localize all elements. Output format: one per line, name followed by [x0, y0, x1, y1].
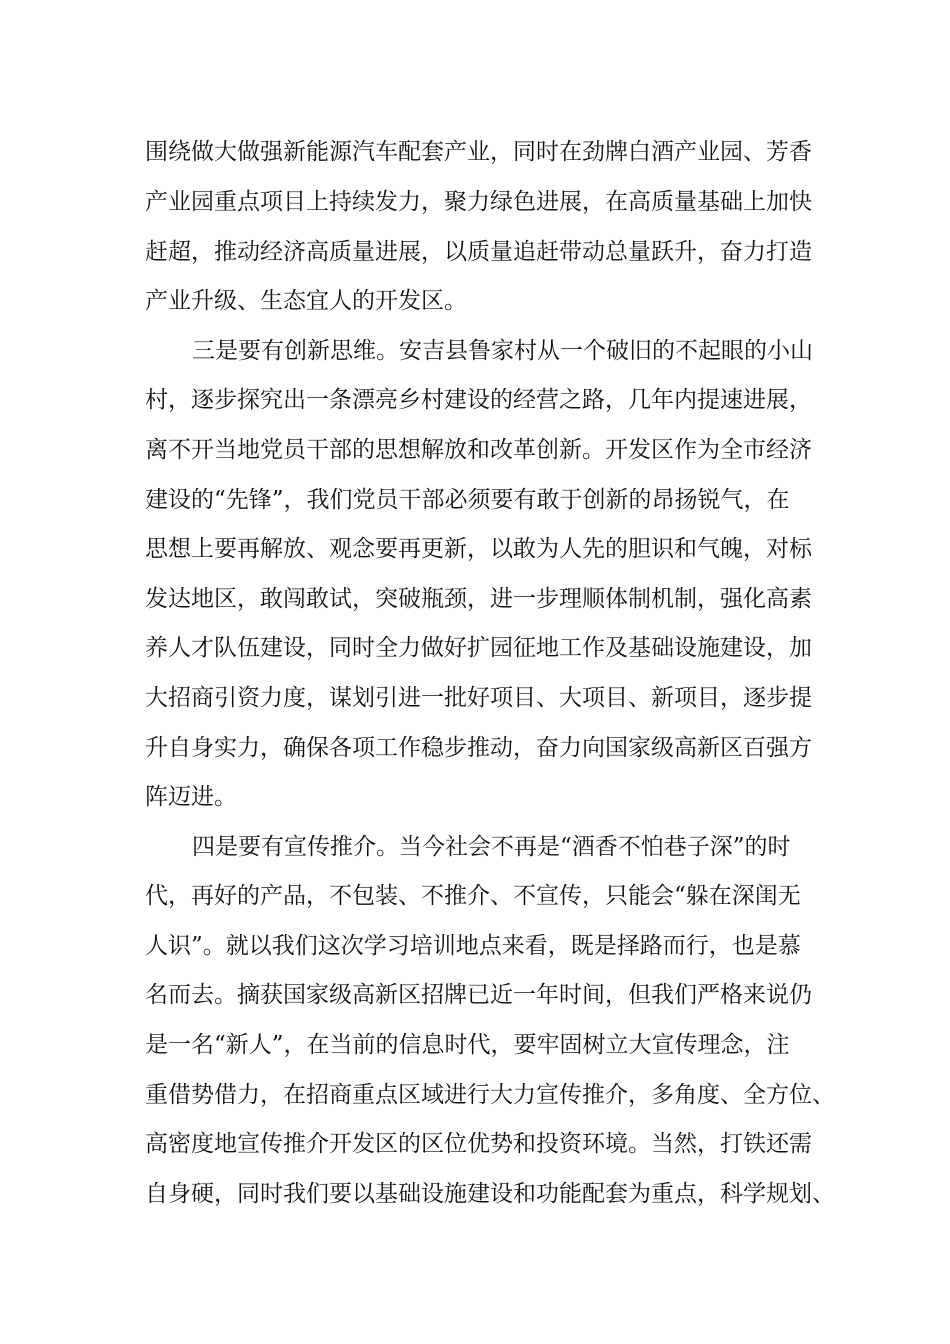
paragraph-first-line: 三是要有创新思维。安吉县鲁家村从一个破旧的不起眼的小山: [192, 338, 813, 364]
text-line: 名而去。摘获国家级高新区招牌已近一年时间，但我们严格来说仍: [145, 982, 812, 1008]
text-line: 重借势借力，在招商重点区域进行大力宣传推介，多角度、全方位、: [145, 1082, 835, 1108]
paragraph-first-line: 四是要有宣传推介。当今社会不再是“酒香不怕巷子深”的时: [192, 834, 791, 860]
text-line: 村，逐步探究出一条漂亮乡村建设的经营之路，几年内提速进展，: [145, 387, 812, 413]
text-line: 离不开当地党员干部的思想解放和改革创新。开发区作为全市经济: [145, 437, 812, 463]
text-line: 围绕做大做强新能源汽车配套产业，同时在劲牌白酒产业园、芳香: [145, 139, 812, 165]
text-line: 高密度地宣传推介开发区的区位优势和投资环境。当然，打铁还需: [145, 1131, 812, 1157]
text-line: 产业升级、生态宜人的开发区。: [145, 288, 467, 314]
text-line: 思想上要再解放、观念要再更新，以敢为人先的胆识和气魄，对标: [145, 536, 812, 562]
text-line: 人识”。就以我们这次学习培训地点来看，既是择路而行，也是慕: [145, 933, 801, 959]
text-line: 升自身实力，确保各项工作稳步推动，奋力向国家级高新区百强方: [145, 735, 812, 761]
text-line: 阵迈进。: [145, 784, 237, 810]
text-line: 是一名“新人”，在当前的信息时代，要牢固树立大宣传理念，注: [145, 1032, 790, 1058]
text-line: 自身硬，同时我们要以基础设施建设和功能配套为重点，科学规划、: [145, 1181, 835, 1207]
text-line: 赶超，推动经济高质量进展，以质量追赶带动总量跃升，奋力打造: [145, 239, 812, 265]
text-line: 发达地区，敢闯敢试，突破瓶颈，进一步理顺体制机制，强化高素: [145, 586, 812, 612]
text-line: 养人才队伍建设，同时全力做好扩园征地工作及基础设施建设，加: [145, 635, 812, 661]
text-line: 代，再好的产品，不包装、不推介、不宣传，只能会“躲在深闺无: [145, 883, 801, 909]
text-line: 产业园重点项目上持续发力，聚力绿色进展，在高质量基础上加快: [145, 189, 812, 215]
text-line: 大招商引资力度，谋划引进一批好项目、大项目、新项目，逐步提: [145, 685, 812, 711]
text-line: 建设的“先锋”，我们党员干部必须要有敢于创新的昂扬锐气，在: [145, 487, 790, 513]
